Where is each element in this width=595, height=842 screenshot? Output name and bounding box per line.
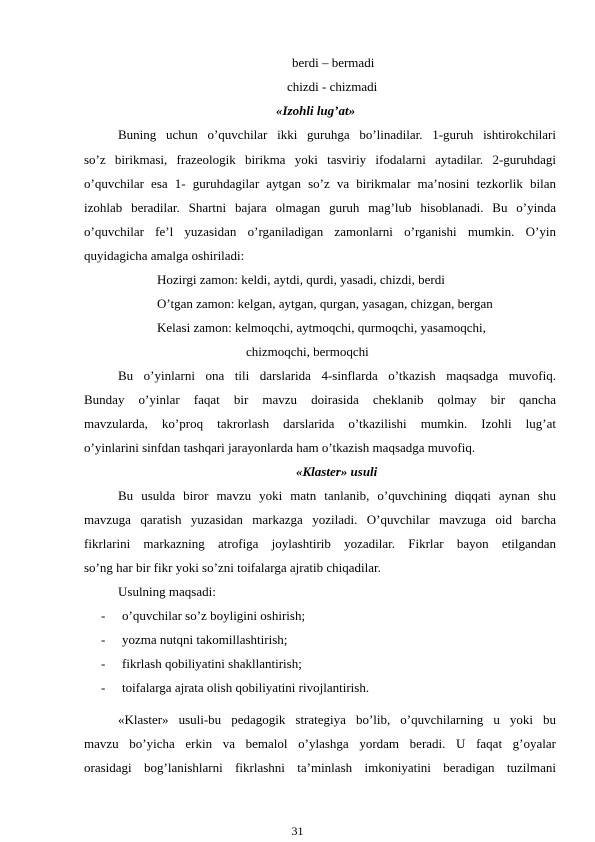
paragraph-line: fikrlarini markazning atrofiga joylashtirib yozadilar. Fikrlar bayon etilgandan — [84, 536, 556, 551]
paragraph-line: mavzularda, ko’proq takrorlash darslarida o’tkazilishi mumkin. Izohli lug’at — [84, 416, 556, 431]
section-title-klaster: «Klaster» usuli — [296, 464, 378, 479]
paragraph-line: Bu o’yinlarni ona tili darslarida 4-sinflarda o’tkazish maqsadga muvofiq. — [118, 368, 556, 383]
goal-item: fikrlash qobiliyatini shakllantirish; — [122, 656, 302, 671]
section-title-izohli-lugat: «Izohli lug’at» — [276, 103, 356, 118]
example-line: berdi – bermadi — [292, 55, 375, 70]
goal-item: toifalarga ajrata olish qobiliyatini rivojlantirish. — [122, 680, 370, 695]
page-number: 31 — [291, 824, 304, 838]
paragraph-line: o’quvchilar fe’l yuzasidan o’rganiladigan zamonlarni o’rganishi mumkin. O’yin — [84, 224, 556, 239]
goals-intro: Usulning maqsadi: — [118, 584, 216, 599]
example-line: chizdi - chizmadi — [287, 79, 378, 94]
paragraph-line: mavzu bo’yicha erkin va bemalol o’ylashga yordam beradi. U faqat g’oyalar — [84, 736, 556, 751]
paragraph-line: so’ng har bir fikr yoki so’zni toifalarga ajratib chiqadilar. — [84, 560, 381, 575]
bullet-dash: - — [101, 608, 106, 623]
paragraph-line: mavzuga qaratish yuzasidan markazga yoziladi. O’quvchilar mavzuga oid barcha — [84, 512, 556, 527]
paragraph-line: «Klaster» usuli-bu pedagogik strategiya bo’lib, o’quvchilarning u yoki bu — [118, 712, 556, 727]
paragraph-line: orasidagi bog’lanishlarni fikrlashni ta’minlash imkoniyatini beradigan tuzilmani — [84, 760, 556, 775]
paragraph-line: so’z birikmasi, frazeologik birikma yoki tasviriy ifodalarni aytadilar. 2-guruhdagi — [84, 152, 556, 167]
tense-line: Kelasi zamon: kelmoqchi, aytmoqchi, qurmoqchi, yasamoqchi, — [157, 320, 486, 335]
paragraph-line: Bunday o’yinlar faqat bir mavzu doirasida cheklanib qolmay bir qancha — [84, 392, 556, 407]
goal-item: yozma nutqni takomillashtirish; — [122, 632, 288, 647]
paragraph-line: o’yinlarini sinfdan tashqari jarayonlarda ham o’tkazish maqsadga muvofiq. — [84, 440, 476, 455]
bullet-dash: - — [101, 656, 106, 671]
paragraph-line: Bu usulda biror mavzu yoki matn tanlanib, o’quvchining diqqati aynan shu — [118, 488, 556, 503]
tense-line: chizmoqchi, bermoqchi — [246, 344, 369, 359]
paragraph-line: Buning uchun o’quvchilar ikki guruhga bo’linadilar. 1-guruh ishtirokchilari — [118, 127, 556, 142]
paragraph-line: o’quvchilar esa 1- guruhdagilar aytgan so’z va birikmalar ma’nosini tezkorlik bilan — [84, 176, 556, 191]
paragraph-line: quyidagicha amalga oshiriladi: — [84, 248, 245, 263]
tense-line: Hozirgi zamon: keldi, aytdi, qurdi, yasadi, chizdi, berdi — [157, 272, 445, 287]
tense-line: O’tgan zamon: kelgan, aytgan, qurgan, yasagan, chizgan, bergan — [157, 296, 493, 311]
bullet-dash: - — [101, 680, 106, 695]
goal-item: o’quvchilar so’z boyligini oshirish; — [122, 608, 306, 623]
paragraph-line: izohlab beradilar. Shartni bajara olmagan guruh mag’lub hisoblanadi. Bu o’yinda — [84, 200, 556, 215]
bullet-dash: - — [101, 632, 106, 647]
